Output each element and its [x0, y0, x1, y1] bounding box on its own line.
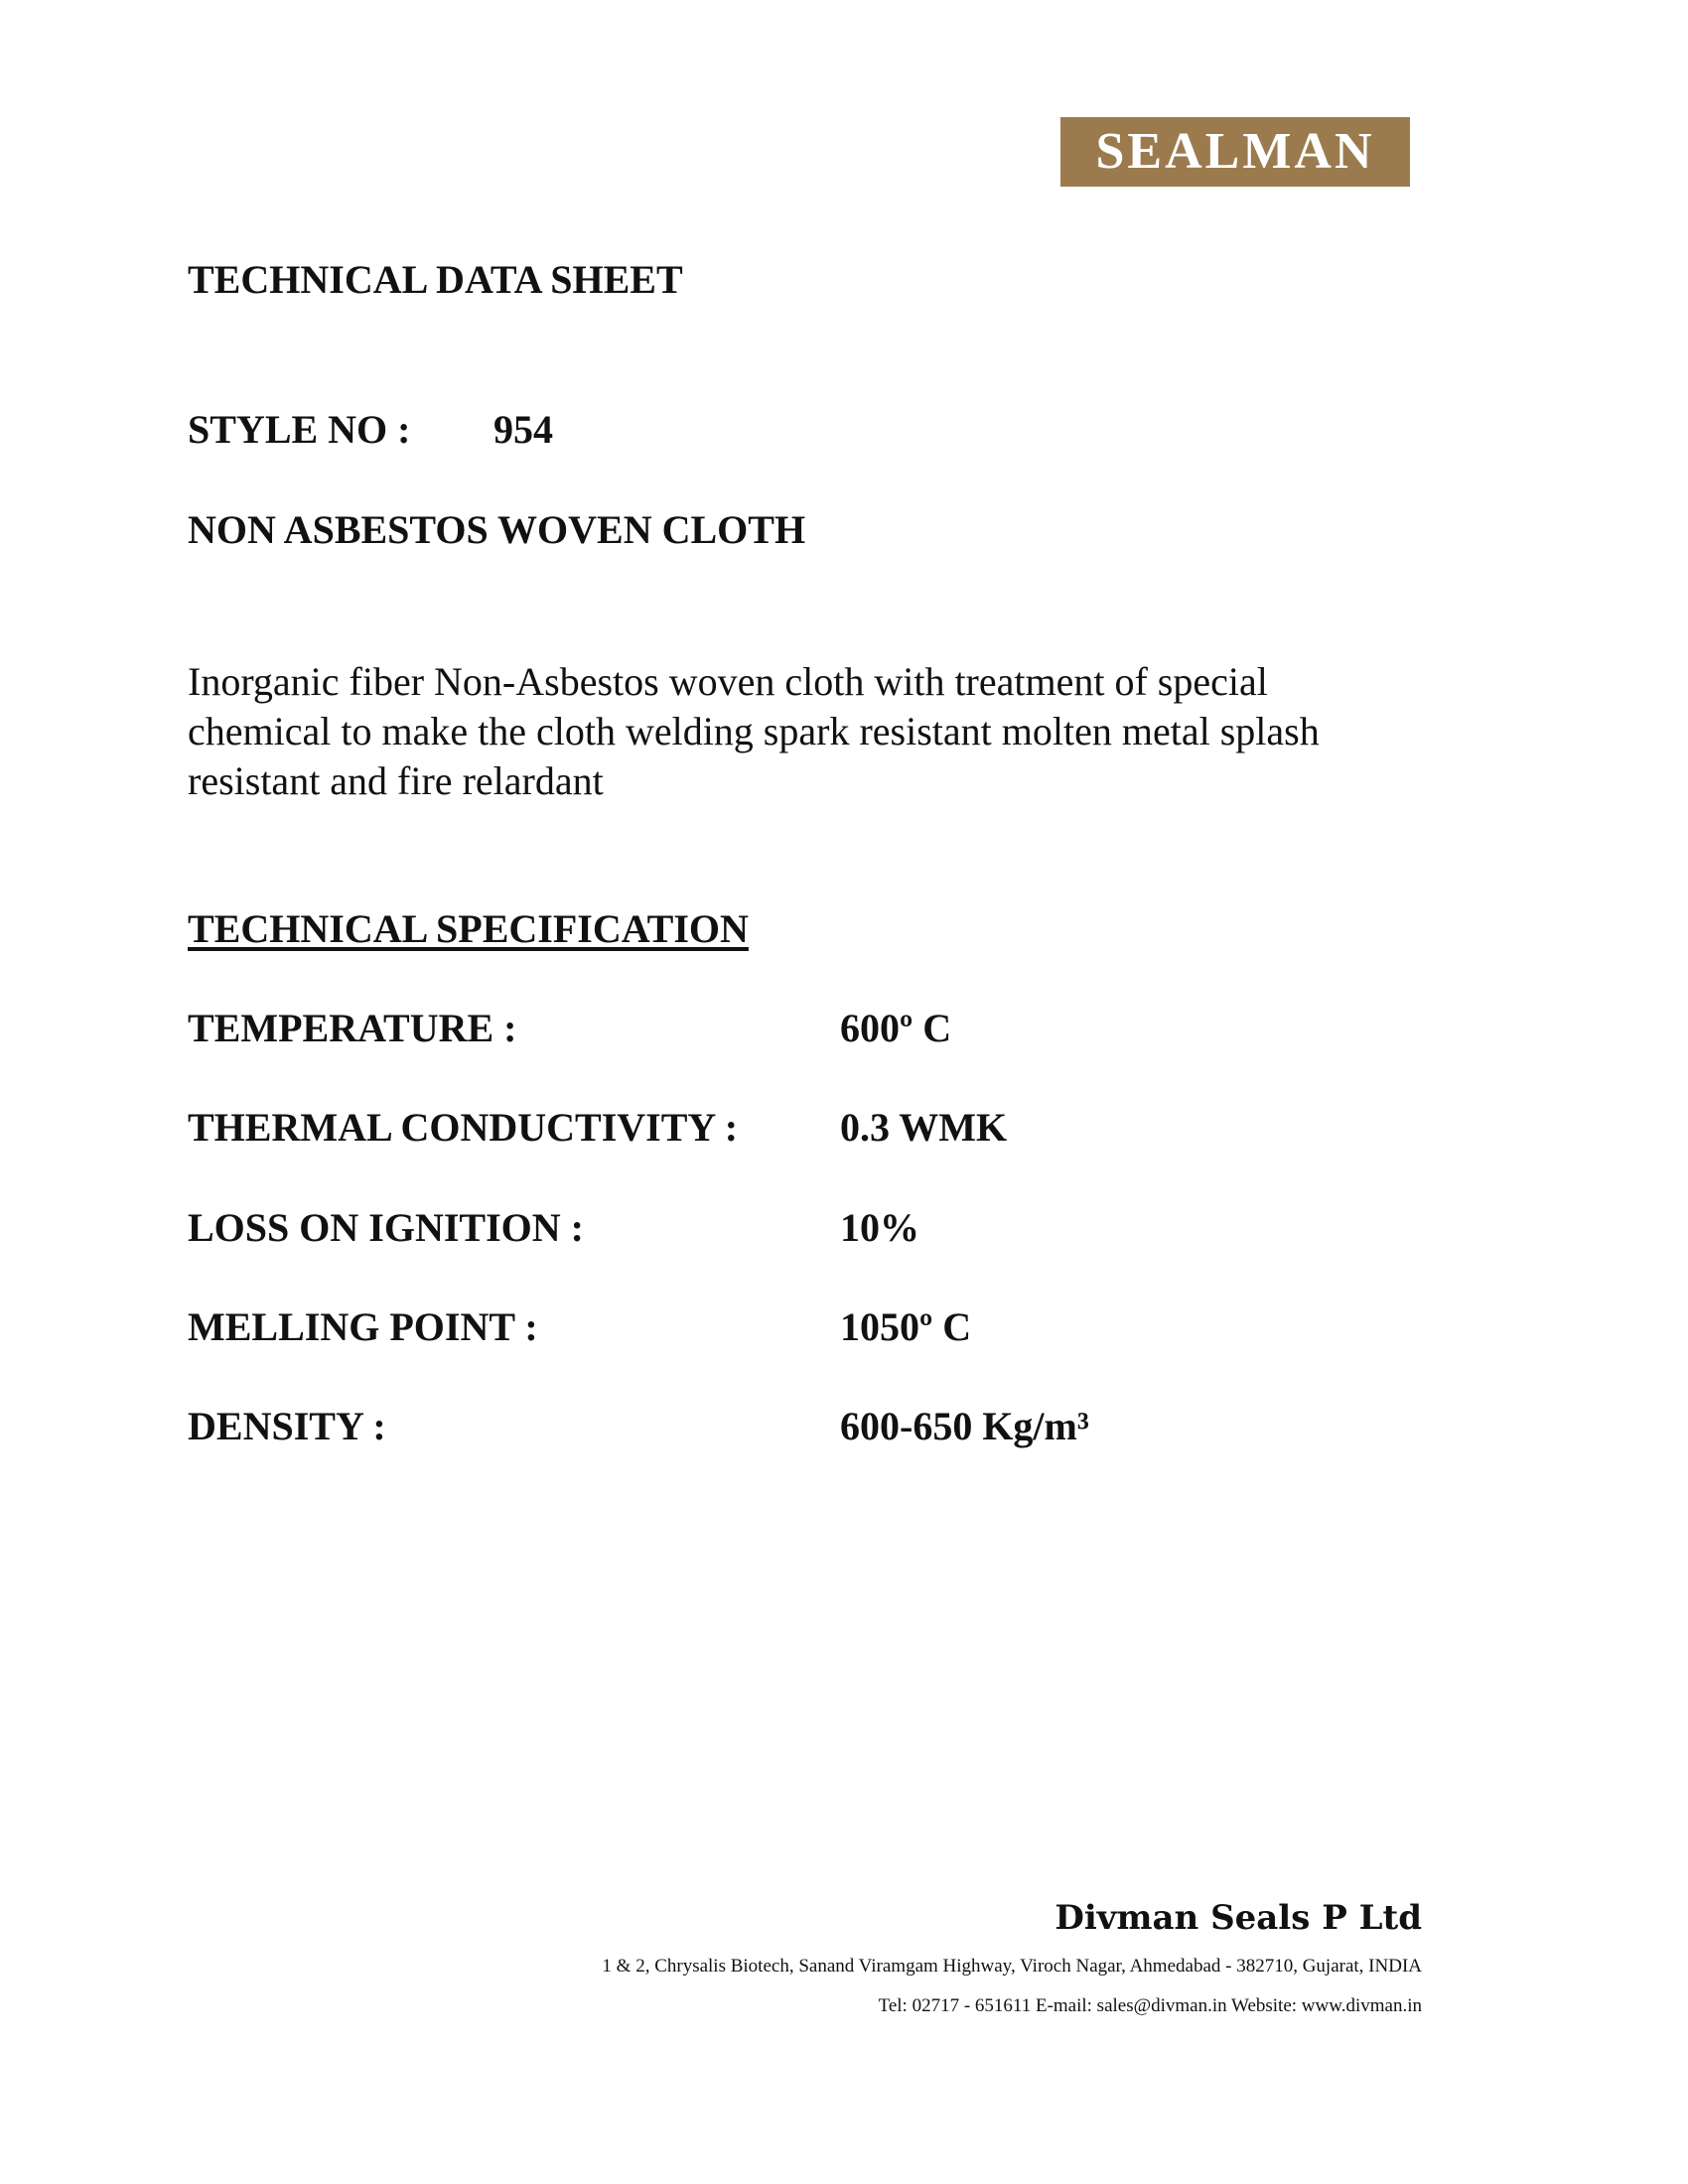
footer-address: 1 & 2, Chrysalis Biotech, Sanand Viramgam Highway, Viroch Nagar, Ahmedabad - 382710, Gujarat, INDIA: [602, 1956, 1422, 1977]
style-number-label: STYLE NO :: [188, 407, 411, 452]
spec-value: 600º C: [840, 1006, 952, 1050]
footer-contact: Tel: 02717 - 651611 E-mail: sales@divman.in Website: www.divman.in: [878, 1995, 1422, 2016]
spec-label: DENSITY :: [188, 1404, 386, 1448]
spec-value: 10%: [840, 1205, 919, 1250]
spec-label: LOSS ON IGNITION :: [188, 1205, 584, 1250]
spec-row-density: [188, 1403, 1379, 1454]
spec-value: 600-650 Kg/m³: [840, 1404, 1089, 1448]
style-number-value: 954: [493, 407, 553, 452]
spec-value: 1050º C: [840, 1304, 972, 1349]
spec-row-melting-point: [188, 1303, 1379, 1355]
spec-row-temperature: [188, 1005, 1379, 1056]
footer-company-name: Divman Seals P Ltd: [1055, 1898, 1422, 1938]
spec-label: THERMAL CONDUCTIVITY :: [188, 1105, 739, 1150]
spec-row-thermal-conductivity: [188, 1104, 1379, 1156]
product-description: Inorganic fiber Non-Asbestos woven cloth with treatment of special chemical to make the cloth welding spark resistant molten metal splash resistant and fire relardant: [188, 659, 1320, 803]
logo-text: SEALMAN: [1095, 123, 1375, 180]
spec-row-loss-on-ignition: [188, 1204, 1379, 1256]
spec-label: TEMPERATURE :: [188, 1006, 517, 1050]
spec-label: MELLING POINT :: [188, 1304, 538, 1349]
specification-heading: TECHNICAL SPECIFICATION: [188, 906, 749, 951]
document-title: TECHNICAL DATA SHEET: [188, 257, 683, 302]
spec-value: 0.3 WMK: [840, 1105, 1008, 1150]
sealman-logo: [1060, 117, 1410, 187]
product-name: NON ASBESTOS WOVEN CLOTH: [188, 507, 806, 552]
